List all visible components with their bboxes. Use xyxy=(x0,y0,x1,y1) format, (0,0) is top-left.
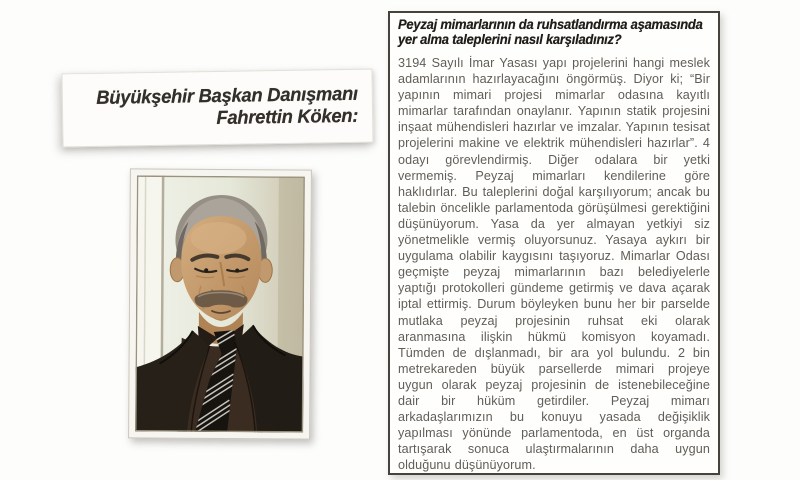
title-line-1: Büyükşehir Başkan Danışmanı xyxy=(96,83,358,109)
portrait-illustration xyxy=(135,175,305,432)
title-card xyxy=(61,69,373,148)
question-line-2: yer alma taleplerini nasıl karşıladınız? xyxy=(398,31,622,47)
title-line-2: Fahrettin Köken: xyxy=(216,105,359,130)
portrait-photo-frame xyxy=(128,168,312,439)
interview-panel xyxy=(388,11,720,475)
interview-answer: 3194 Sayılı İmar Yasası yapı projelerini hangi meslek adamlarının hazırlayacağını öngörmüş. Diyor ki; “Bir yapının mimari projesi mimarlar odasına kayıtlı mimarlar tarafından onaylanır. Yapının statik projesini inşaat mühendisleri hazırlar ve imzalar. Yapının tesisat projelerini makine ve elektrik mühendisleri hazırlar”. 4 odayı görevlendirmiş. Diğer odalara bir yetki vermemiş. Peyzaj mimarları kendilerine göre haklıdırlar. Bu taleplerini doğal karşılıyorum; ancak bu talebin öncelikle parlamentoda görüşülmesi gerektiğini düşünüyorum. Yasa da yer almayan yetkiyi siz yönetmelikle vermiş oluyorsunuz. Yasaya aykırı bir uygulama olabilir kaygısını taşıyoruz. Mimarlar Odası geçmişte peyzaj mimarlarının bazı belediyelerle yaptığı protokolleri gündeme getirmiş ve dava açarak iptal ettirmiş. Durum böyleyken bunu her bir parselde mutlaka peyzaj projesinin ruhsat eki olarak aranmasına ilişkin hükmü komisyon koyamadı. Tümden de dışlanmadı, bir ara yol bulundu. 2 bin metrekareden büyük parsellerde mimari projeye uygun olarak peyzaj projesinin de istenebileceğine dair bir hüküm getirdiler. Peyzaj mimarı arkadaşlarımızın bu konuyu yasada değişiklik yapılması yönünde parlamentoda, en üst organda tartışarak sonuca ulaştırmalarının daha uygun olduğunu düşünüyorum. xyxy=(398,56,710,473)
question-line-1: Peyzaj mimarlarının da ruhsatlandırma aşamasında xyxy=(398,17,703,32)
interview-question xyxy=(398,18,710,47)
